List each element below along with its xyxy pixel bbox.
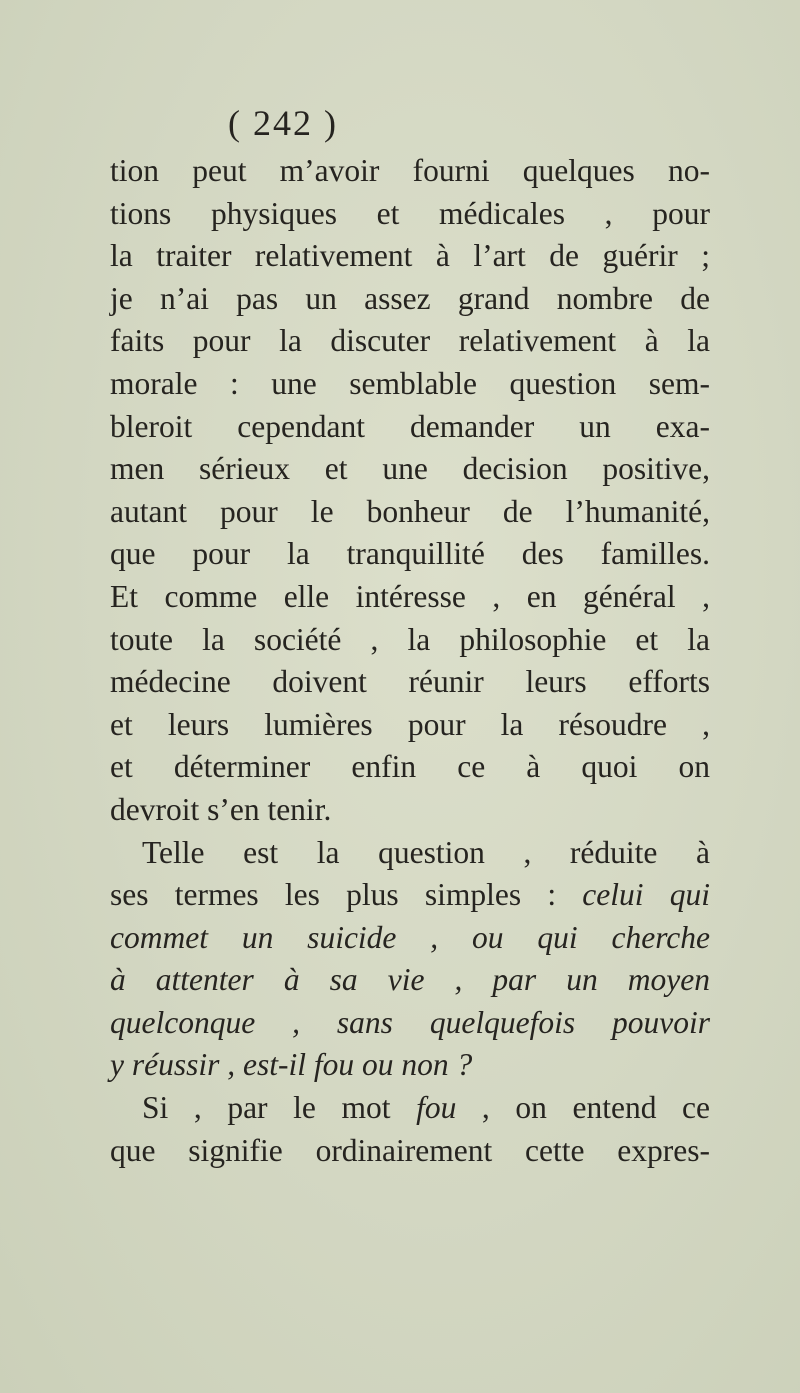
text-line-mixed [110, 874, 710, 917]
text-line: que signifie ordinairement cette expres- [110, 1132, 710, 1168]
text-line: médecine doivent réunir leurs efforts [110, 664, 710, 700]
text-line: je n’ai pas un assez grand nombre de [110, 280, 710, 316]
text-line: autant pour le bonheur de l’humanité, [110, 493, 710, 529]
text-line: tion peut m’avoir fourni quelques no- [110, 153, 710, 188]
italic-text: celui qui [582, 877, 710, 913]
text-line: bleroit cependant demander un exa- [110, 408, 710, 444]
roman-text: , on entend ce [456, 1090, 710, 1126]
italic-text: fou [416, 1090, 457, 1126]
roman-text: ses termes les plus simples : [110, 877, 583, 913]
body-text [110, 150, 710, 1172]
text-line: morale : une semblable question sem- [110, 365, 710, 401]
italic-line: à attenter à sa vie , par un moyen [110, 962, 710, 998]
text-line: et leurs lumières pour la résoudre , [110, 706, 710, 742]
text-line: Et comme elle intéresse , en général , [110, 578, 710, 614]
text-line-paragraph-start: Telle est la question , réduite à [142, 834, 710, 870]
italic-line: commet un suicide , ou qui cherche [110, 919, 710, 955]
text-line-mixed [110, 1087, 710, 1130]
text-line: la traiter relativement à l’art de guérir ; [110, 238, 710, 274]
text-line: toute la société , la philosophie et la [110, 621, 710, 657]
text-line: tions physiques et médicales , pour [110, 195, 710, 231]
text-line: faits pour la discuter relativement à la [110, 323, 710, 359]
text-line: men sérieux et une decision positive, [110, 451, 710, 487]
text-line: et déterminer enfin ce à quoi on [110, 749, 710, 785]
text-line-paragraph-end: devroit s’en tenir. [110, 791, 332, 827]
page-number: ( 242 ) [228, 103, 338, 143]
text-line: que pour la tranquillité des familles. [110, 536, 710, 572]
italic-line-paragraph-end: y réussir , est-il fou ou non ? [110, 1047, 473, 1083]
roman-text: Si , par le mot [142, 1090, 417, 1126]
italic-line: quelconque , sans quelquefois pouvoir [110, 1004, 710, 1040]
